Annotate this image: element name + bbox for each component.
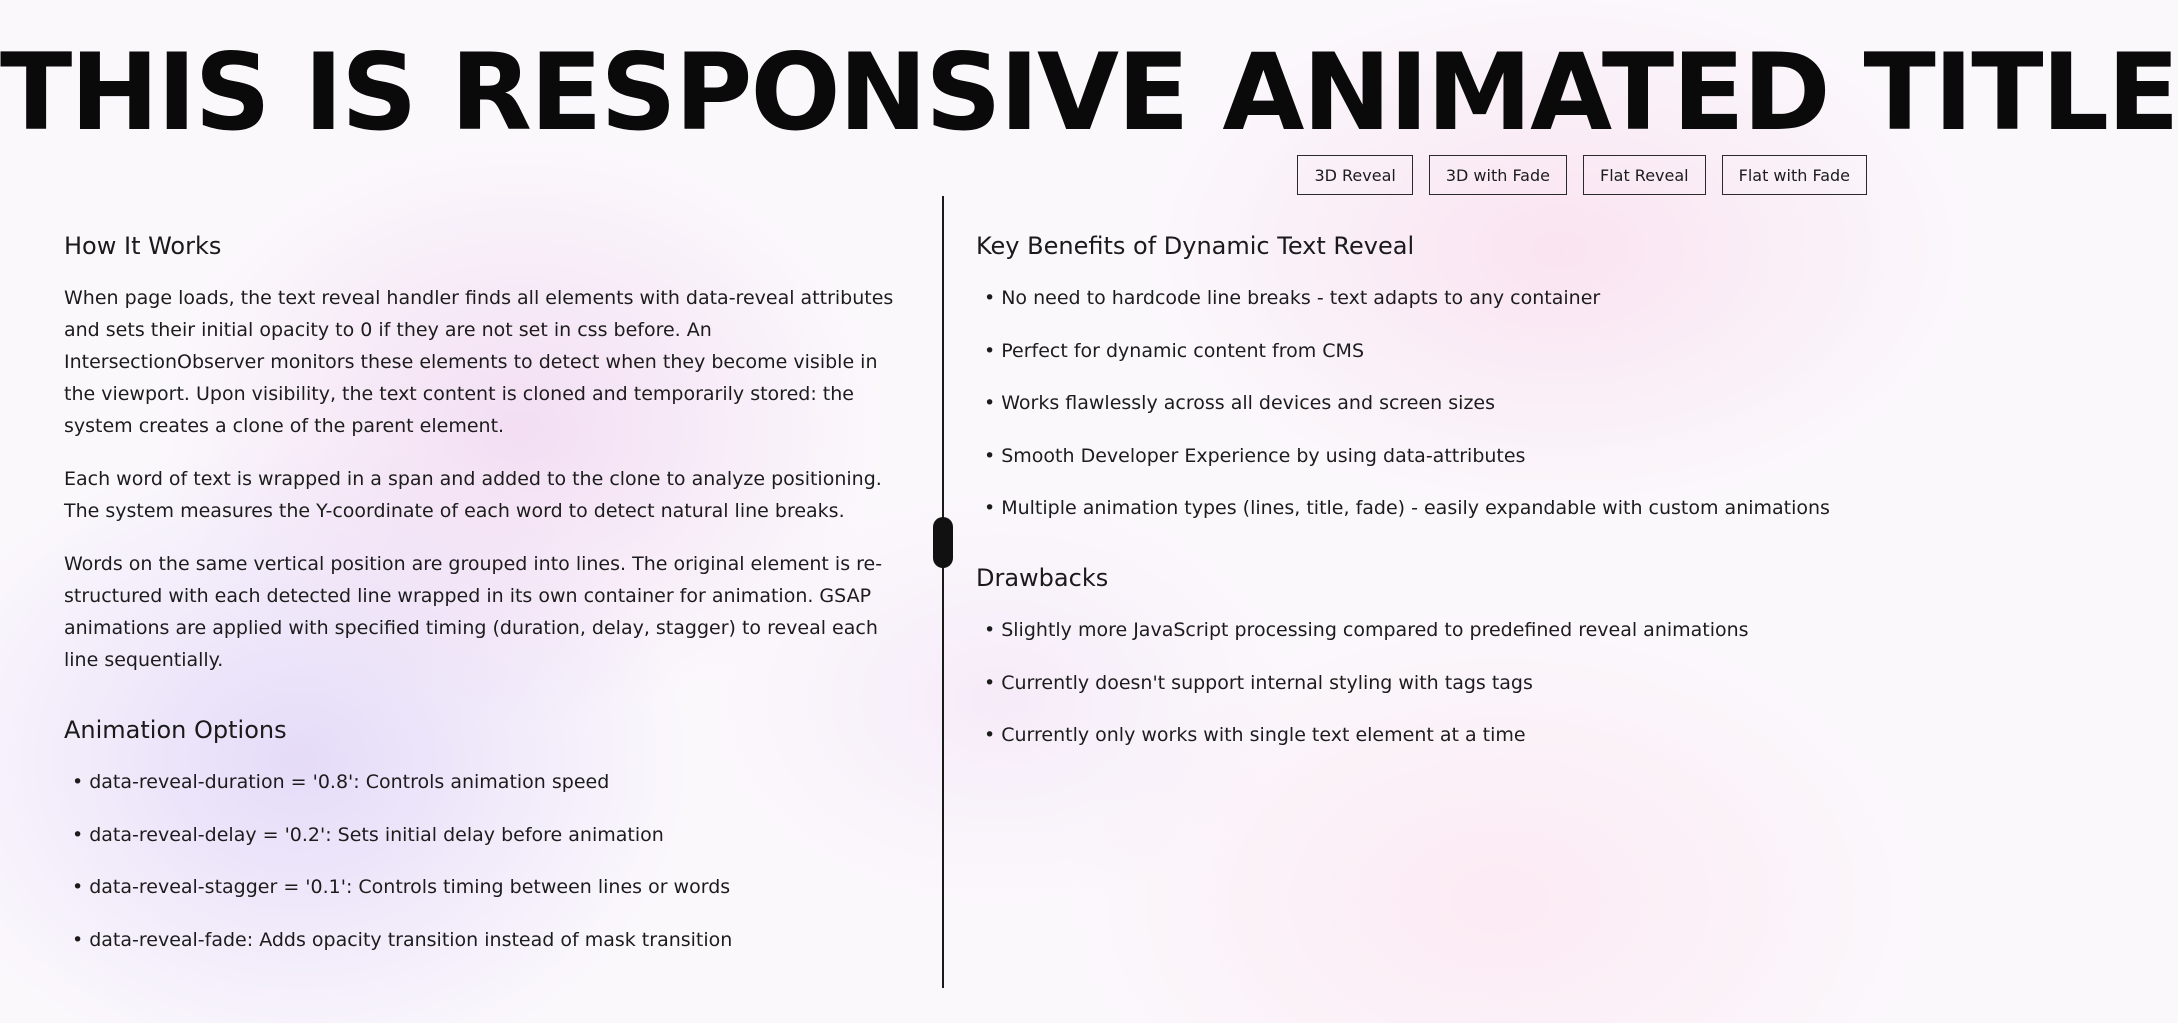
list-item: • data-reveal-stagger = '0.1': Controls timing between lines or words <box>72 876 731 898</box>
bullet: • <box>984 619 996 641</box>
list-item: • Slightly more JavaScript processing compared to predefined reveal animations <box>984 619 1749 641</box>
page-title: THIS IS RESPONSIVE ANIMATED TITLE <box>0 31 2178 154</box>
how-it-works-paragraph-2: Each word of text is wrapped in a span and added to the clone to analyze positioning. The system measures the Y-coordinate of each word to detect natural line breaks. <box>64 468 882 522</box>
how-it-works-paragraph-3: Words on the same vertical position are grouped into lines. The original element is re-structured with each detected line wrapped in its own container for animation. GSAP animations are applied with specified timing (duration, delay, stagger) to reveal each line sequentially. <box>64 553 883 671</box>
bullet: • <box>72 823 84 846</box>
drawbacks-heading: Drawbacks <box>976 564 1109 592</box>
bullet: • <box>984 444 996 467</box>
drawbacks-list <box>976 614 1856 751</box>
key-benefits-list <box>976 282 1856 524</box>
list-item: • data-reveal-duration = '0.8': Controls animation speed <box>72 771 610 793</box>
list-item: • data-reveal-fade: Adds opacity transition instead of mask transition <box>72 928 733 951</box>
list-item: • data-reveal-delay = '0.2': Sets initial delay before animation <box>72 823 664 846</box>
animation-options-list <box>64 766 914 956</box>
3d-with-fade-button[interactable]: 3D with Fade <box>1429 155 1567 195</box>
list-item: • Perfect for dynamic content from CMS <box>984 339 1364 362</box>
column-divider <box>942 196 944 988</box>
bullet: • <box>72 876 84 898</box>
list-item: • Currently doesn't support internal styling with tags tags <box>984 671 1533 694</box>
list-item: • No need to hardcode line breaks - text adapts to any container <box>984 287 1601 309</box>
flat-reveal-button[interactable]: Flat Reveal <box>1583 155 1706 195</box>
list-item: • Multiple animation types (lines, title, fade) - easily expandable with custom animations <box>984 497 1830 519</box>
3d-reveal-button[interactable]: 3D Reveal <box>1297 155 1412 195</box>
bullet: • <box>984 392 996 414</box>
key-benefits-heading: Key Benefits of Dynamic Text Reveal <box>976 232 1415 260</box>
bullet: • <box>984 671 996 694</box>
left-column <box>64 230 914 976</box>
right-column <box>976 230 1856 772</box>
bullet: • <box>984 497 996 519</box>
flat-with-fade-button[interactable]: Flat with Fade <box>1722 155 1867 195</box>
list-item: • Currently only works with single text element at a time <box>984 724 1526 746</box>
list-item: • Works flawlessly across all devices and screen sizes <box>984 392 1496 414</box>
bullet: • <box>984 287 996 309</box>
bullet: • <box>984 724 996 746</box>
bullet: • <box>72 771 84 793</box>
list-item: • Smooth Developer Experience by using data-attributes <box>984 444 1526 467</box>
animation-type-controls <box>1297 155 1867 195</box>
how-it-works-paragraph-1: When page loads, the text reveal handler finds all elements with data-reveal attributes and sets their initial opacity to 0 if they are not set in css before. An IntersectionObserver monitors these elements to detect when they become visible in the viewport. Upon visibility, the text content is cloned and temporarily stored: the system creates a clone of the parent element. <box>64 287 894 437</box>
resize-handle[interactable] <box>933 517 953 568</box>
bullet: • <box>984 339 996 362</box>
how-it-works-heading: How It Works <box>64 232 222 260</box>
animation-options-heading: Animation Options <box>64 716 287 744</box>
bullet: • <box>72 928 84 951</box>
